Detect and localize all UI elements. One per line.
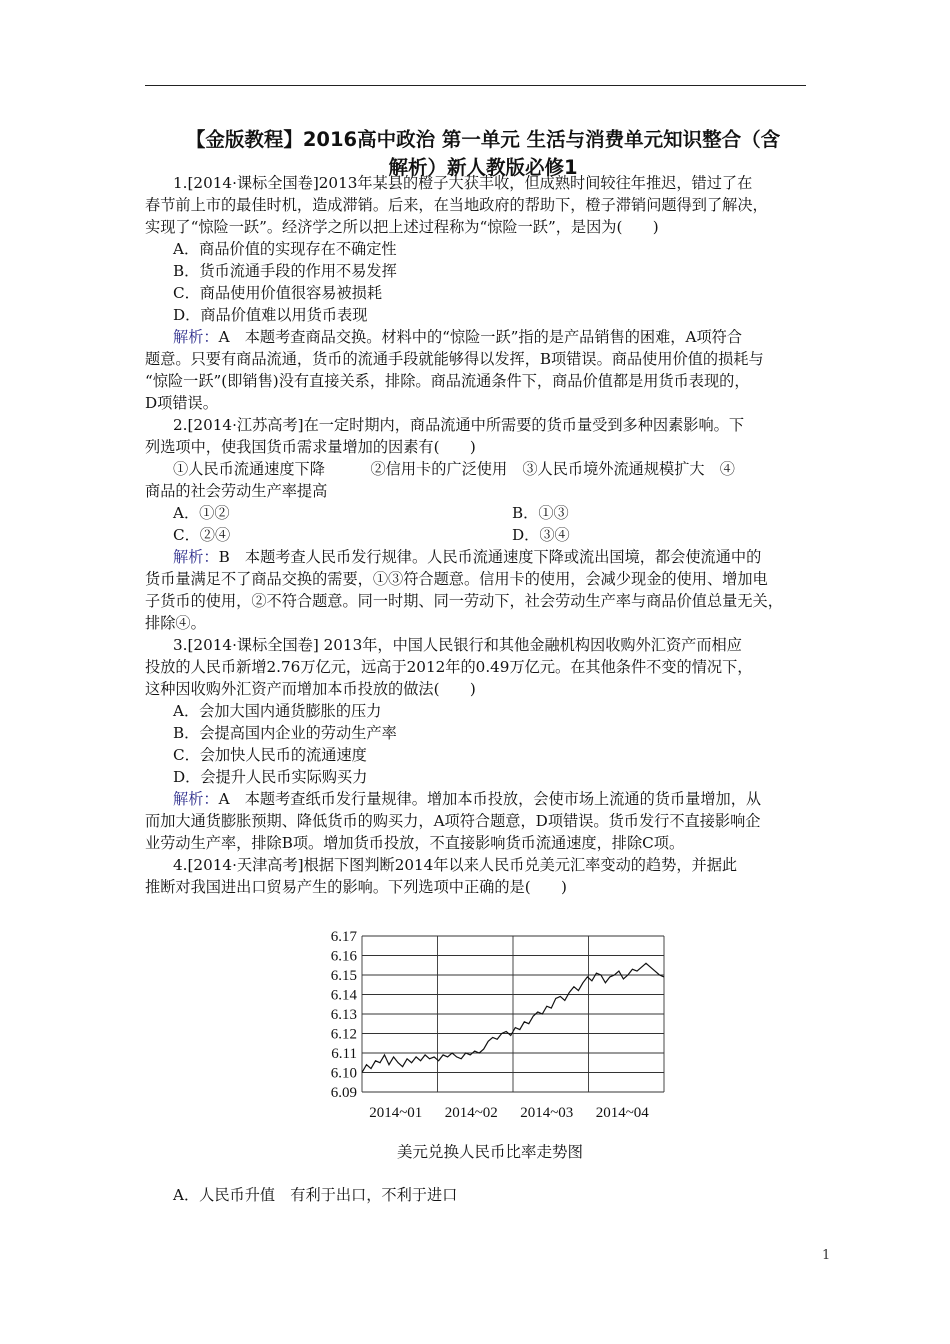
- title-line-1: 【金版教程】2016高中政治 第一单元 生活与消费单元知识整合（含: [185, 128, 781, 151]
- q2-option-d: D．③④: [512, 526, 570, 544]
- q3-option-b: B．会提高国内企业的劳动生产率: [173, 724, 397, 742]
- q3-option-d: D．会提升人民币实际购买力: [173, 768, 368, 786]
- y-tick-label: 6.16: [330, 948, 357, 965]
- q2-stem-4: 商品的社会劳动生产率提高: [145, 482, 328, 500]
- y-tick-label: 6.10: [330, 1065, 357, 1082]
- q2-stem-1: 2.[2014·江苏高考]在一定时期内，商品流通中所需要的货币量受到多种因素影响。下: [173, 416, 745, 434]
- y-tick-label: 6.17: [330, 929, 357, 945]
- y-tick-label: 6.12: [330, 1026, 357, 1043]
- q2-stem-3: ①人民币流通速度下降 ②信用卡的广泛使用 ③人民币境外流通规模扩大 ④: [173, 460, 735, 478]
- q3-analysis-1: [173, 788, 761, 810]
- x-tick-label: 2014~01: [369, 1105, 423, 1121]
- q4-stem-1: 4.[2014·天津高考]根据下图判断2014年以来人民币兑美元汇率变动的趋势，并据此: [173, 856, 738, 874]
- q1-analysis-1: [173, 326, 742, 348]
- q1-option-b: B．货币流通手段的作用不易发挥: [173, 262, 397, 280]
- q1-stem-2: 春节前上市的最佳时机，造成滞销。后来，在当地政府的帮助下，橙子滞销问题得到了解决，: [145, 196, 768, 214]
- y-tick-label: 6.11: [331, 1046, 357, 1062]
- q2-analysis-4: 排除④。: [145, 614, 206, 632]
- q3-analysis-label: 解析：: [173, 790, 219, 808]
- q3-analysis-2: 而加大通货膨胀预期、降低货币的购买力，A项符合题意，D项错误。货币发行不直接影响企: [145, 812, 761, 830]
- title-line-2: 解析）新人教版必修1: [388, 156, 578, 179]
- q1-option-c: C．商品使用价值很容易被损耗: [173, 284, 383, 302]
- q3-stem-3: 这种因收购外汇资产而增加本币投放的做法( ): [145, 680, 476, 698]
- q2-stem-2: 列选项中，使我国货币需求量增加的因素有( ): [145, 438, 476, 456]
- q1-option-d: D．商品价值难以用货币表现: [173, 306, 368, 324]
- q1-stem-1: 1.[2014·课标全国卷]2013年某县的橙子大获丰收，但成熟时间较往年推迟，错过了在: [173, 174, 753, 192]
- y-tick-label: 6.13: [330, 1007, 357, 1023]
- q4-option-a: A．人民币升值 有利于出口，不利于进口: [173, 1186, 458, 1204]
- q2-analysis-label: 解析：: [173, 548, 219, 566]
- q3-option-a: A．会加大国内通货膨胀的压力: [173, 702, 382, 720]
- q1-analysis-4: D项错误。: [145, 394, 218, 412]
- q1-analysis-text: A 本题考查商品交换。材料中的“惊险一跃”指的是产品销售的困难，A项符合: [218, 328, 743, 346]
- y-tick-label: 6.14: [330, 987, 357, 1004]
- y-tick-label: 6.09: [330, 1085, 357, 1101]
- q3-analysis-text: A 本题考查纸币发行量规律。增加本币投放，会使市场上流通的货币量增加，从: [218, 790, 762, 808]
- q3-stem-1: 3.[2014·课标全国卷] 2013年，中国人民银行和其他金融机构因收购外汇资产而相应: [173, 636, 742, 654]
- header-rule: [145, 85, 806, 86]
- q1-stem-3: 实现了“惊险一跃”。经济学之所以把上述过程称为“惊险一跃”，是因为( ): [145, 218, 659, 236]
- q2-analysis-2: 货币量满足不了商品交换的需要，①③符合题意。信用卡的使用，会减少现金的使用、增加电: [145, 570, 768, 588]
- x-tick-label: 2014~03: [520, 1105, 574, 1121]
- q2-option-c: C．②④: [173, 526, 231, 544]
- q1-analysis-3: “惊险一跃”(即销售)没有直接关系，排除。商品流通条件下，商品价值都是用货币表现的，: [145, 372, 750, 390]
- q1-analysis-2: 题意。只要有商品流通，货币的流通手段就能够得以发挥，B项错误。商品使用价值的损耗与: [145, 350, 764, 368]
- x-tick-label: 2014~02: [444, 1105, 498, 1121]
- q3-stem-2: 投放的人民币新增2.76万亿元，远高于2012年的0.49万亿元。在其他条件不变的情况下，: [145, 658, 753, 676]
- exchange-rate-chart: [318, 920, 668, 1132]
- q1-option-a: A．商品价值的实现存在不确定性: [173, 240, 397, 258]
- q1-analysis-label: 解析：: [173, 328, 219, 346]
- page-number: 1: [822, 1248, 831, 1263]
- q2-option-b: B．①③: [512, 504, 569, 522]
- q2-option-a: A．①②: [173, 504, 230, 522]
- q3-analysis-3: 业劳动生产率，排除B项。增加货币投放，不直接影响货币流通速度，排除C项。: [145, 834, 685, 852]
- y-tick-label: 6.15: [330, 968, 357, 984]
- x-tick-label: 2014~04: [595, 1105, 649, 1121]
- chart-caption: 美元兑换人民币比率走势图: [396, 1143, 583, 1161]
- q2-analysis-text: B 本题考查人民币发行规律。人民币流通速度下降或流出国境，都会使流通中的: [218, 548, 762, 566]
- q2-analysis-3: 子货币的使用，②不符合题意。同一时期、同一劳动下，社会劳动生产率与商品价值总量无关，: [145, 592, 783, 610]
- q2-analysis-1: [173, 546, 761, 568]
- q4-stem-2: 推断对我国进出口贸易产生的影响。下列选项中正确的是( ): [145, 878, 567, 896]
- q3-option-c: C．会加快人民币的流通速度: [173, 746, 367, 764]
